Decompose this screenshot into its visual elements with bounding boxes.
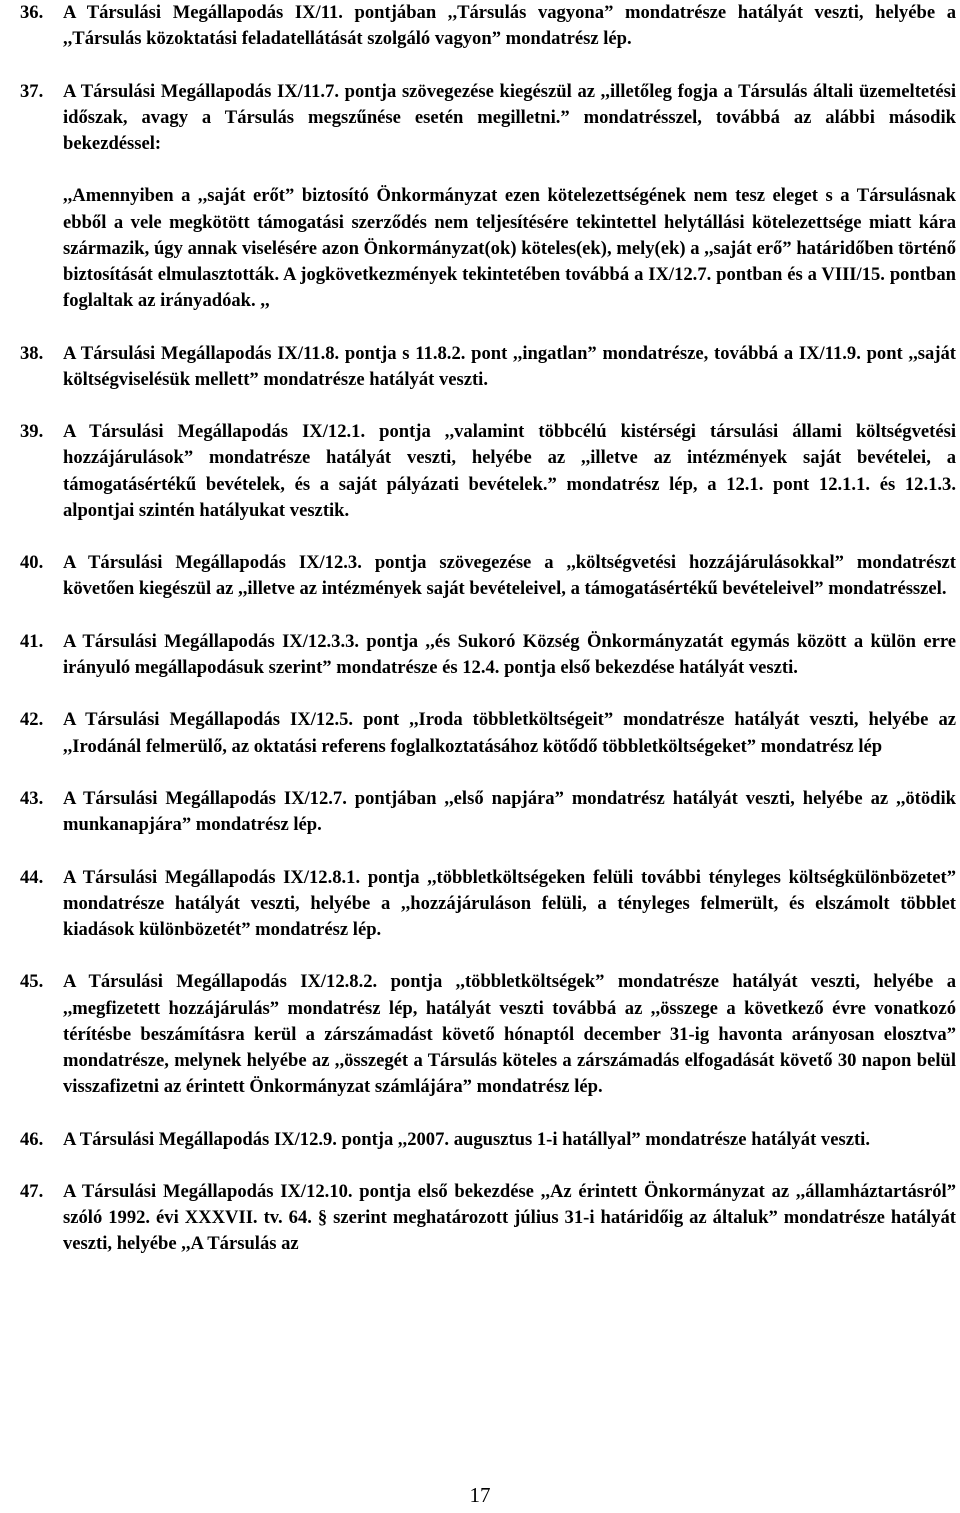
paragraph: A Társulási Megállapodás IX/12.5. pont ,,Iroda többletköltségeit” mondatrésze hatályát veszti, helyébe az ,,Irodánál felmerülő, az oktatási referens foglalkoztatásához kötődő többletköltségeket” mondatrész lép bbox=[63, 709, 956, 757]
list-item bbox=[20, 1127, 956, 1153]
paragraph: A Társulási Megállapodás IX/12.7. pontjában ,,első napjára” mondatrész hatályát veszti, helyébe az ,,ötödik munkanapjára” mondatrész lép. bbox=[63, 787, 956, 836]
item-number: 46. bbox=[20, 1128, 44, 1150]
item-number: 40. bbox=[20, 552, 44, 574]
paragraph: A Társulási Megállapodás IX/12.1. pontja ,,valamint többcélú kistérségi társulási állami költségvetési hozzájárulások” mondatrésze hatályát veszti, helyébe az ,,illetve az intézmények saját bevételei, a támogatásértékű bevételek, és a saját pályázati bevételek.” mondatrész lép, a 12.1. pont 12.1.1. és 12.1.3. alpontjai szintén hatályukat vesztik. bbox=[63, 421, 956, 521]
list-item bbox=[20, 969, 956, 1100]
quoted-paragraph: ,,Amennyiben a ,,saját erőt” biztosító Önkormányzat ezen kötelezettségének nem tesz eleget s a Társulásnak ebből a vele megkötött támogatási szerződés nem teljesítésére tekintettel helytállási kötelezettsége miatt kára származik, úgy annak viselésére azon Önkormányzat(ok) köteles(ek), mely(ek) a ,,saját erő” határidőben történő biztosítását elmulasztották. A jogkövetkezmények tekintetében továbbá a IX/12.7. pontban és a VIII/15. pontban foglaltak az irányadóak. ,, bbox=[63, 185, 956, 312]
paragraph: A Társulási Megállapodás IX/12.3. pontja szövegezése a ,,költségvetési hozzájárulásokkal” mondatrészt követően kiegészül az ,,illetve az intézmények saját bevételeivel, a támogatásértékű bevételeivel” mondatrésszel. bbox=[63, 552, 956, 600]
item-text bbox=[63, 707, 956, 759]
list-item bbox=[20, 629, 956, 681]
item-number: 38. bbox=[20, 342, 44, 364]
paragraph: A Társulási Megállapodás IX/11.7. pontja szövegezése kiegészül az ,,illetőleg fogja a Társulás általi üzemeltetési időszak, avagy a Társulás megszűnése esetén megilletni.” mondatrésszel, továbbá az alábbi második bekezdéssel: bbox=[63, 80, 956, 154]
item-text bbox=[63, 79, 956, 315]
item-number: 39. bbox=[20, 421, 44, 443]
item-text bbox=[63, 419, 956, 524]
list-item bbox=[20, 786, 956, 838]
paragraph: A Társulási Megállapodás IX/11. pontjában ,,Társulás vagyona” mondatrésze hatályát veszti, helyébe a ,,Társulás közoktatási feladatellátását szolgáló vagyon” mondatrész lép. bbox=[63, 2, 956, 50]
list-item bbox=[20, 1179, 956, 1258]
item-number: 41. bbox=[20, 630, 44, 652]
page-number: 17 bbox=[469, 1483, 491, 1507]
item-number: 45. bbox=[20, 971, 44, 993]
paragraph: A Társulási Megállapodás IX/11.8. pontja s 11.8.2. pont ,,ingatlan” mondatrésze, továbbá a IX/11.9. pont ,,saját költségviselésük mellett” mondatrésze hatályát veszti. bbox=[63, 342, 956, 390]
item-text bbox=[63, 969, 956, 1100]
item-text bbox=[63, 786, 956, 838]
item-number: 37. bbox=[20, 80, 44, 102]
item-number: 47. bbox=[20, 1180, 44, 1202]
list-item bbox=[20, 419, 956, 524]
list-item bbox=[20, 707, 956, 759]
paragraph: A Társulási Megállapodás IX/12.3.3. pontja ,,és Sukoró Község Önkormányzatát egymás között a külön erre irányuló megállapodásuk szerint” mondatrésze és 12.4. pontja első bekezdése hatályát veszti. bbox=[63, 630, 956, 678]
item-text bbox=[63, 1179, 956, 1258]
item-number: 42. bbox=[20, 709, 44, 731]
item-text bbox=[63, 629, 956, 681]
item-text bbox=[63, 341, 956, 393]
item-text bbox=[63, 1127, 956, 1153]
paragraph: A Társulási Megállapodás IX/12.8.2. pontja ,,többletköltségek” mondatrésze hatályát veszti, helyébe a ,,megfizetett hozzájárulás” mondatrész lép, hatályát veszti továbbá az ,,összege a következő évre vonatkozó térítésbe beszámításra kerül a zárszámadást követő hónaptól december 31-ig havonta arányosan elosztva” mondatrésze, melynek helyébe az ,,összegét a Társulás köteles a zárszámadás elfogadását követő 30 napon belül visszafizetni az érintett Önkormányzat számlájára” mondatrész lép. bbox=[63, 971, 956, 1098]
document-body bbox=[20, 0, 956, 1284]
list-item bbox=[20, 0, 956, 52]
list-item bbox=[20, 550, 956, 602]
list-item bbox=[20, 341, 956, 393]
item-number: 36. bbox=[20, 2, 44, 23]
paragraph: A Társulási Megállapodás IX/12.9. pontja ,,2007. augusztus 1-i hatállyal” mondatrésze hatályát veszti. bbox=[63, 1128, 870, 1150]
paragraph: A Társulási Megállapodás IX/12.8.1. pontja ,,többletköltségeken felüli további tényleges költségkülönbözetet” mondatrésze hatályát veszti, helyébe a ,,hozzájáruláson felüli, a tényleges felmerült, és elszámolt többlet kiadások különbözetét” mondatrész lép. bbox=[63, 866, 956, 940]
item-text bbox=[63, 0, 956, 52]
item-text bbox=[63, 550, 956, 602]
item-number: 43. bbox=[20, 787, 44, 809]
paragraph: A Társulási Megállapodás IX/12.10. pontja első bekezdése ,,Az érintett Önkormányzat az ,,államháztartásról” szóló 1992. évi XXXVII. tv. 64. § szerint meghatározott július 31-i határidőig az általuk” mondatrésze hatályát veszti, helyébe ,,A Társulás az bbox=[63, 1180, 956, 1255]
item-text bbox=[63, 865, 956, 944]
item-number: 44. bbox=[20, 866, 44, 888]
list-item bbox=[20, 79, 956, 315]
list-item bbox=[20, 865, 956, 944]
